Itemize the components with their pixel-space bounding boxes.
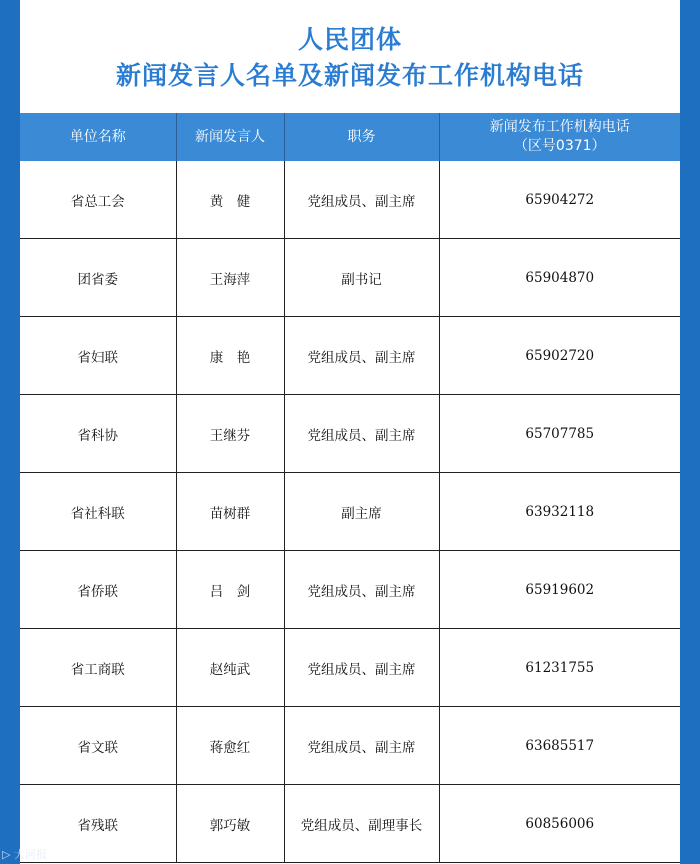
cell-phone: 63685517 xyxy=(439,707,680,785)
table-row xyxy=(20,629,680,707)
cell-phone: 65902720 xyxy=(439,317,680,395)
cell-phone: 63932118 xyxy=(439,473,680,551)
cell-unit: 省残联 xyxy=(20,785,176,863)
cell-unit: 省文联 xyxy=(20,707,176,785)
cell-position: 党组成员、副主席 xyxy=(284,629,439,707)
cell-spokesperson: 王海萍 xyxy=(176,239,284,317)
header-unit: 单位名称 xyxy=(20,113,176,161)
cell-spokesperson: 吕 剑 xyxy=(176,551,284,629)
title-line-2: 新闻发言人名单及新闻发布工作机构电话 xyxy=(115,61,584,90)
cell-position: 副主席 xyxy=(284,473,439,551)
cell-phone: 65904272 xyxy=(439,161,680,239)
cell-phone: 60856006 xyxy=(439,785,680,863)
cell-position: 党组成员、副主席 xyxy=(284,395,439,473)
watermark-text: 大河报 xyxy=(13,848,47,861)
cell-unit: 省工商联 xyxy=(20,629,176,707)
table-row xyxy=(20,161,680,239)
cell-position: 党组成员、副主席 xyxy=(284,317,439,395)
header-phone xyxy=(439,113,680,161)
table-row xyxy=(20,239,680,317)
cell-unit: 团省委 xyxy=(20,239,176,317)
document-sheet xyxy=(20,0,680,864)
cell-unit: 省社科联 xyxy=(20,473,176,551)
cell-spokesperson: 苗树群 xyxy=(176,473,284,551)
cell-spokesperson: 赵纯武 xyxy=(176,629,284,707)
cell-unit: 省科协 xyxy=(20,395,176,473)
cell-spokesperson: 康 艳 xyxy=(176,317,284,395)
cell-phone: 61231755 xyxy=(439,629,680,707)
cell-spokesperson: 蒋愈红 xyxy=(176,707,284,785)
cell-phone: 65904870 xyxy=(439,239,680,317)
cell-position: 副书记 xyxy=(284,239,439,317)
contact-table xyxy=(20,113,680,863)
header-spokesperson: 新闻发言人 xyxy=(176,113,284,161)
cell-spokesperson: 黄 健 xyxy=(176,161,284,239)
cell-phone: 65707785 xyxy=(439,395,680,473)
table-row xyxy=(20,395,680,473)
table-row xyxy=(20,473,680,551)
cell-position: 党组成员、副理事长 xyxy=(284,785,439,863)
table-row xyxy=(20,785,680,863)
table-header-row xyxy=(20,113,680,161)
cell-unit: 省总工会 xyxy=(20,161,176,239)
watermark-logo-icon: ▷ xyxy=(2,848,14,861)
cell-position: 党组成员、副主席 xyxy=(284,707,439,785)
cell-position: 党组成员、副主席 xyxy=(284,161,439,239)
watermark xyxy=(2,846,47,862)
cell-spokesperson: 郭巧敏 xyxy=(176,785,284,863)
cell-position: 党组成员、副主席 xyxy=(284,551,439,629)
cell-unit: 省妇联 xyxy=(20,317,176,395)
header-phone-areacode: （区号0371） xyxy=(513,138,606,154)
header-phone-label: 新闻发布工作机构电话 xyxy=(489,119,630,135)
table-row xyxy=(20,317,680,395)
title-line-1: 人民团体 xyxy=(297,25,402,54)
header-position: 职务 xyxy=(284,113,439,161)
cell-unit: 省侨联 xyxy=(20,551,176,629)
cell-spokesperson: 王继芬 xyxy=(176,395,284,473)
cell-phone: 65919602 xyxy=(439,551,680,629)
table-row xyxy=(20,707,680,785)
table-row xyxy=(20,551,680,629)
